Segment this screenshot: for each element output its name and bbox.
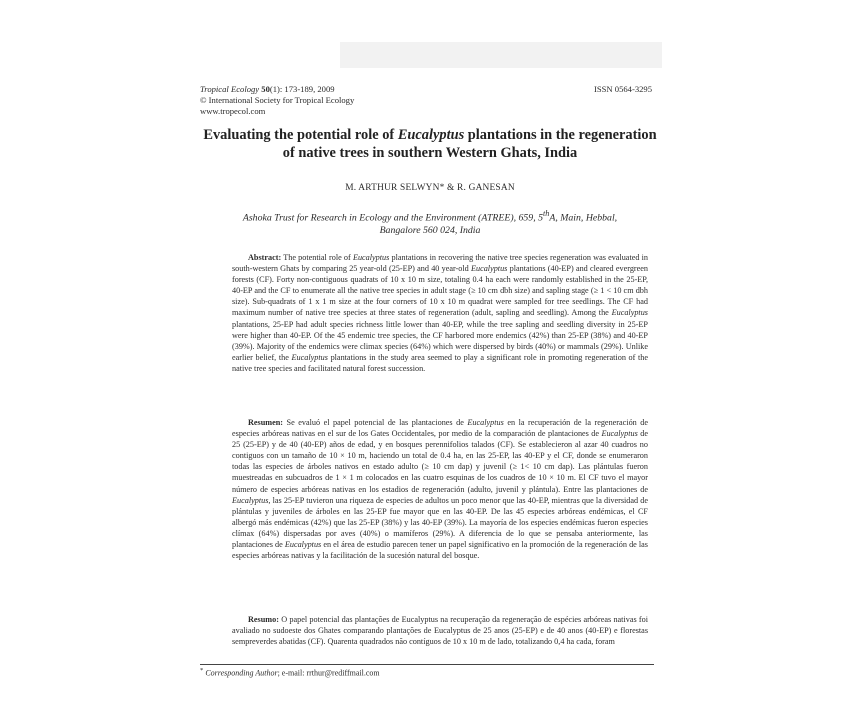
abstract-italic: Eucalyptus (611, 308, 648, 318)
affiliation-line-2: Bangalore 560 024, India (379, 225, 481, 237)
resumen-text: de 25 (25-EP) y de 40 (40-EP) años de edad, y en bosques perennifolios talados (CF). Se establecieron al azar 40 cuadros no contiguos con un tamaño de 10 × 10 m, haciendo un total de 0.4 ha, en las 25-EP, las 40-EP y el CF, donde se enumeraron todas las especies de árboles nativos en estado adulto (≥ 10 cm dap) y juvenil (≥ 1< 10 cm dap). Las plántulas fueron muestreadas en subcuadros de 1 × 1 m colocados en las cuatro esquinas de los cuadros de 10 × 10 m. El CF tuvo el mayor número de especies arbóreas nativas en los estadios de regeneración (adulto, juvenil y plántula). Entre las plantaciones de (232, 429, 648, 494)
footnote-italic: Corresponding Author (205, 668, 278, 678)
paper-title (200, 126, 660, 162)
abstract-text: plantations in the study area seemed to play a significant role in promoting regeneration of the native tree species and facilitated natural forest succession. (232, 352, 649, 373)
footnote (200, 666, 654, 679)
resumen-italic: Eucalyptus (284, 540, 322, 550)
resumo-paragraph (232, 614, 648, 661)
resumo-label: Resumo: (248, 615, 279, 624)
resumo-text: O papel potencial das plantações de Eucalyptus na recuperação da regeneração de espécies arbóreas nativas foi avaliado no sudoeste dos Ghates comparando plantações de Eucalyptus de 25 anos (25-EP) e de 40 anos (40-EP) e florestas sempreverdes abatidas (CF). Quarenta quadrados não contíguos de 10 x 10 m de lado, totalizando 0,4 ha cada, foram (232, 615, 648, 647)
society-line: © International Society for Tropical Ecology (200, 95, 355, 105)
website-line: www.tropecol.com (200, 106, 266, 116)
resumen-italic: Eucalyptus (601, 429, 638, 439)
issn: ISSN 0564-3295 (594, 84, 653, 94)
resumen-italic: Eucalyptus (232, 495, 269, 505)
abstract-label: Abstract: (248, 253, 282, 262)
resumen-italic: Eucalyptus (467, 418, 504, 427)
journal-issue-pages: (1): 173-189, 2009 (269, 84, 335, 94)
journal-name: Tropical Ecology (200, 84, 260, 94)
abstract-text: plantations (40-EP) and cleared evergreen forests (CF). Forty non-contiguous quadrats of 10 x 10 m size, totaling 0.4 ha each were randomly established in the 25-EP, 40-EP and the CF to enumerate all the native tree species in adult stage (≥ 10 cm dbh size) and sapling stage (≥ 1 < 10 cm dbh size). Sub-quadrats of 1 x 1 m size at the four corners of 10 x 10 m quadrat were sampled for tree seedlings. The CF had maximum number of native tree species at three states of regeneration (adult, sapling and seedling). Among the (232, 264, 648, 318)
abstract-italic: Eucalyptus (352, 253, 390, 262)
affiliation-text-1: Ashoka Trust for Research in Ecology and the Environment (ATREE), 659, 5 (242, 212, 543, 224)
abstract-italic: Eucalyptus (291, 352, 328, 362)
resumen-text: Se evaluó el papel potencial de las plantaciones de (283, 418, 468, 427)
affiliation-sup: th (543, 209, 550, 218)
footnote-email: ; e-mail: rrthur@rediffmail.com (277, 668, 380, 678)
abstract-italic: Eucalyptus (470, 264, 508, 274)
abstract-paragraph (232, 252, 648, 374)
resumen-text: en la recuperación de la regeneración de especies arbóreas nativas en el sur de los Gates Occidentales, por medio de la comparación de plantaciones de (232, 418, 649, 439)
footnote-mark: * (200, 667, 204, 674)
authors: M. ARTHUR SELWYN* & R. GANESAN (345, 183, 515, 193)
abstract-text: plantations, 25-EP had adult species richness little lower than 40-EP, while the tree sapling and seedling diversity in 25-EP were higher than 40-EP. Of the 45 endemic tree species, the CF harbored more endemics (42%) than 25-EP (38%) and 40-EP (39%). Majority of the endemics were climax species (64%) which were dispersed by birds (40%) or mammals (29%). Unlike earlier belief, the (232, 319, 648, 362)
footnote-divider (200, 664, 654, 665)
title-italic: Eucalyptus (397, 127, 465, 143)
journal-header (200, 84, 460, 117)
resumen-paragraph (232, 417, 648, 561)
resumen-label: Resumen: (248, 418, 284, 427)
title-part-1: Evaluating the potential role of (203, 127, 398, 143)
resumen-text: , las 25-EP tuvieron una riqueza de especies de adultos un poco menor que las 40-EP, mientras que la diversidad de plántulas y juveniles de árboles en las 25-EP fue mayor que en las 40-EP. De las 45 especies arbóreas endémicas, el CF albergó más endémicas (42%) que las 25-EP (38%) y las 40-EP (39%). La mayoría de los especies endémicas fueron especies clímax (64%) dispersadas por aves (40%) o mamíferos (29%). A diferencia de lo que se pensaba anteriormente, las plantaciones de (232, 495, 648, 550)
affiliation-text-1b: A, Main, Hebbal, (549, 212, 618, 224)
resumen-text: en el área de estudio parecen tener un papel significativo en la promoción de la regeneración de las especies arbóreas nativas y la facilitación de la sucesión natural del bosque. (232, 540, 648, 561)
abstract-text: The potential role of (281, 253, 353, 262)
title-part-2: plantations in the regeneration of native trees in southern Western Ghats, India (282, 127, 657, 161)
journal-volume: 50 (261, 84, 270, 94)
abstract-text: plantations in recovering the native tree species regeneration was evaluated in south-western Ghats by comparing 25 year-old (25-EP) and 40 year-old (232, 253, 649, 274)
journal-citation (200, 84, 460, 95)
affiliation-line-1 (200, 207, 660, 224)
affiliation (200, 207, 660, 237)
top-banner-placeholder (340, 42, 662, 68)
